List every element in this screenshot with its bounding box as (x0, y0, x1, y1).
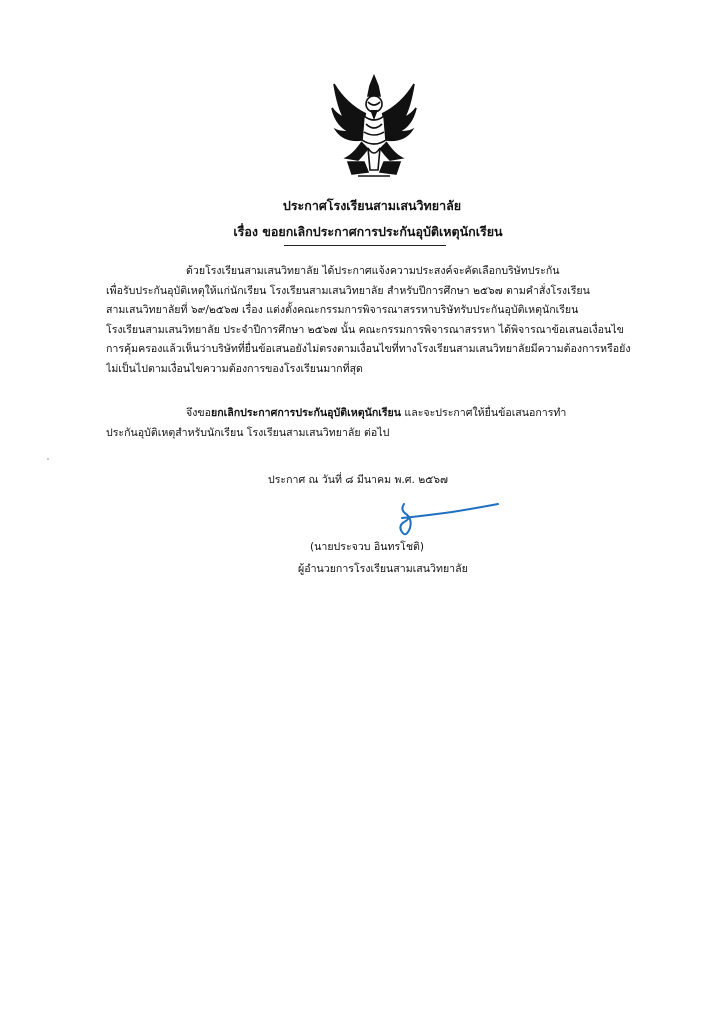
paragraph-line: โรงเรียนสามเสนวิทยาลัย ประจำปีการศึกษา ๒๕๖๗ นั้น คณะกรรมการพิจารณาสรรหา ได้พิจารณาข้อเสนอเงื่อนไข (106, 323, 624, 336)
announcement-date: ประกาศ ณ วันที่ ๘ มีนาคม พ.ศ. ๒๕๖๗ (268, 474, 448, 486)
scan-speck (47, 458, 49, 460)
garuda-emblem-icon (328, 74, 420, 180)
paragraph2-prefix: จึงขอ (186, 407, 211, 419)
signer-title: ผู้อำนวยการโรงเรียนสามเสนวิทยาลัย (298, 563, 468, 575)
paragraph-line (106, 404, 662, 424)
paragraph-line: เพื่อรับประกันอุบัติเหตุให้แก่นักเรียน โรงเรียนสามเสนวิทยาลัย สำหรับปีการศึกษา ๒๕๖๗ ตามคำสั่งโรงเรียน (106, 284, 590, 297)
paragraph-line: ประกันอุบัติเหตุสำหรับนักเรียน โรงเรียนสามเสนวิทยาลัย ต่อไป (106, 426, 390, 439)
paragraph-line: สามเสนวิทยาลัยที่ ๖๙/๒๕๖๗ เรื่อง แต่งตั้งคณะกรรมการพิจารณาสรรหาบริษัทรับประกันอุบัติเหตุนักเรียน (106, 304, 579, 317)
document-subject: เรื่อง ขอยกเลิกประกาศการประกันอุบัติเหตุนักเรียน (233, 224, 503, 239)
title-divider (284, 245, 446, 246)
paragraph-line: ไม่เป็นไปตามเงื่อนไขความต้องการของโรงเรียนมากที่สุด (106, 362, 363, 375)
handwritten-signature (392, 498, 502, 540)
document-title: ประกาศโรงเรียนสามเสนวิทยาลัย (282, 198, 462, 213)
paragraph2-suffix: และจะประกาศให้ยื่นข้อเสนอการทำ (401, 407, 567, 419)
body-paragraph-2 (106, 404, 662, 443)
paragraph2-emphasis: ยกเลิกประกาศการประกันอุบัติเหตุนักเรียน (210, 407, 402, 419)
signer-name: (นายประจวบ อินทรโชติ) (310, 541, 425, 553)
body-paragraph-1 (106, 262, 662, 380)
paragraph-line: การคุ้มครองแล้วเห็นว่าบริษัทที่ยื่นข้อเสนอยังไม่ตรงตามเงื่อนไขที่ทางโรงเรียนสามเสนวิทยาลัยมีความต้องการหรือยัง (106, 343, 631, 356)
paragraph-line: ด้วยโรงเรียนสามเสนวิทยาลัย ได้ประกาศแจ้งความประสงค์จะคัดเลือกบริษัทประกัน (186, 265, 560, 277)
